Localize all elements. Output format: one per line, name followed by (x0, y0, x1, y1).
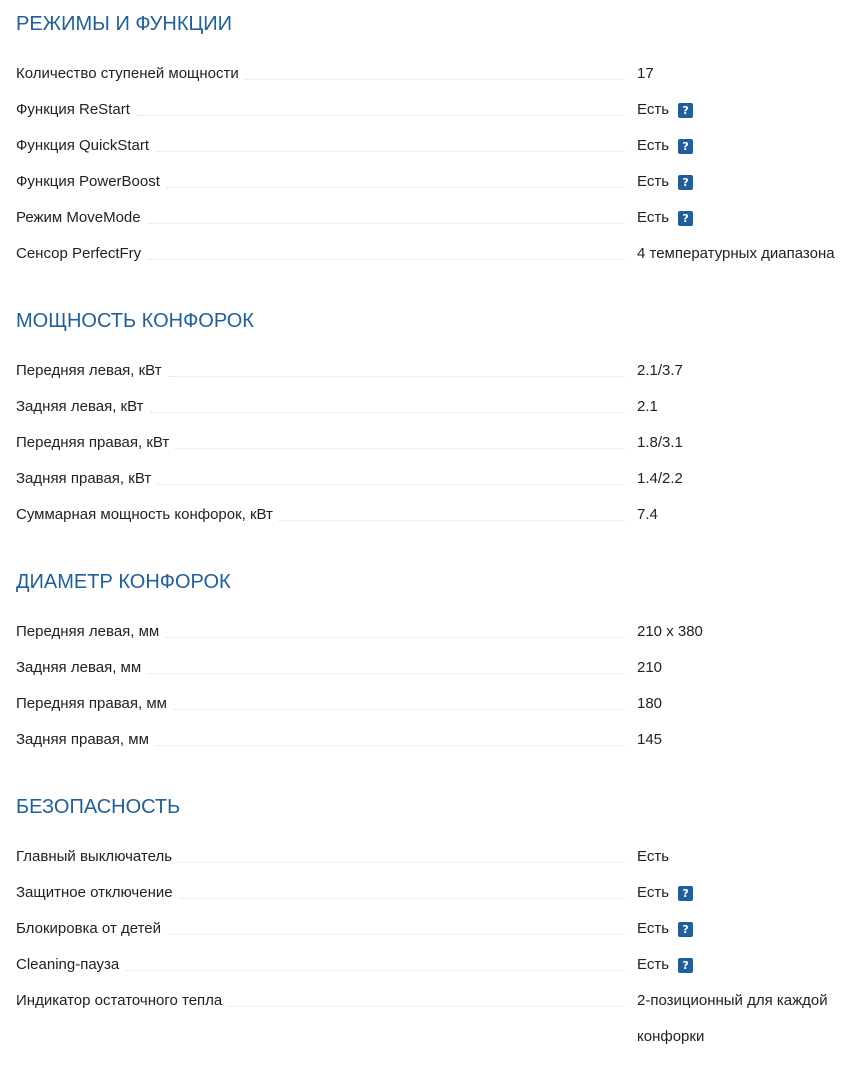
spec-value: Есть (637, 101, 670, 118)
spec-name: Передняя левая, мм (16, 623, 165, 641)
dotted-leader (147, 209, 626, 224)
dotted-leader (279, 506, 626, 521)
spec-value: 210 х 380 (637, 623, 703, 640)
spec-value: 7.4 (637, 506, 658, 523)
spec-name: Защитное отключение (16, 884, 179, 902)
spec-name: Сенсор PerfectFry (16, 245, 147, 263)
spec-value: 210 (637, 659, 663, 676)
spec-name: Функция ReStart (16, 101, 136, 119)
spec-value: 2.1 (637, 398, 658, 415)
dotted-leader (136, 101, 626, 116)
dotted-leader (147, 659, 626, 674)
section-title: МОЩНОСТЬ КОНФОРОК (16, 310, 254, 332)
spec-value: 4 температурных диапазона (637, 245, 835, 262)
spec-row (0, 992, 851, 1064)
section-title: ДИАМЕТР КОНФОРОК (16, 571, 231, 593)
dotted-leader (173, 695, 626, 710)
spec-name: Передняя левая, кВт (16, 362, 168, 380)
spec-value: Есть (637, 209, 670, 226)
section-title: БЕЗОПАСНОСТЬ (16, 796, 181, 818)
spec-name: Режим MoveMode (16, 209, 147, 227)
dotted-leader (155, 137, 626, 152)
spec-value: 1.4/2.2 (637, 470, 683, 487)
spec-name: Главный выключатель (16, 848, 178, 866)
spec-value: 17 (637, 65, 654, 82)
spec-name: Задняя левая, кВт (16, 398, 150, 416)
spec-name: Количество ступеней мощности (16, 65, 245, 83)
dotted-leader (168, 362, 626, 377)
section-title: РЕЖИМЫ И ФУНКЦИИ (16, 13, 233, 35)
spec-value: 2.1/3.7 (637, 362, 683, 379)
dotted-leader (245, 65, 626, 80)
spec-name: Индикатор остаточного тепла (16, 992, 228, 1010)
spec-name: Функция QuickStart (16, 137, 155, 155)
help-icon[interactable]: ? (678, 211, 693, 226)
spec-value: Есть (637, 956, 670, 973)
spec-value: Есть (637, 137, 670, 154)
dotted-leader (165, 623, 626, 638)
dotted-leader (147, 245, 626, 260)
spec-name: Передняя правая, кВт (16, 434, 175, 452)
spec-name: Задняя правая, мм (16, 731, 155, 749)
dotted-leader (157, 470, 626, 485)
help-icon[interactable]: ? (678, 139, 693, 154)
spec-value: Есть (637, 173, 670, 190)
spec-value: 180 (637, 695, 663, 712)
help-icon[interactable]: ? (678, 958, 693, 973)
spec-value: 2-позиционный для каждой конфорки (637, 992, 828, 1045)
spec-value: 145 (637, 731, 663, 748)
spec-name: Задняя правая, кВт (16, 470, 157, 488)
dotted-leader (178, 848, 626, 863)
spec-name: Суммарная мощность конфорок, кВт (16, 506, 279, 524)
dotted-leader (125, 956, 626, 971)
spec-name: Блокировка от детей (16, 920, 167, 938)
spec-name: Передняя правая, мм (16, 695, 173, 713)
dotted-leader (167, 920, 626, 935)
spec-row (0, 731, 851, 767)
spec-name: Cleaning-пауза (16, 956, 125, 974)
spec-row (0, 245, 851, 281)
spec-value: 1.8/3.1 (637, 434, 683, 451)
dotted-leader (150, 398, 627, 413)
spec-value: Есть (637, 920, 670, 937)
spec-name: Задняя левая, мм (16, 659, 147, 677)
spec-value: Есть (637, 848, 670, 865)
help-icon[interactable]: ? (678, 922, 693, 937)
help-icon[interactable]: ? (678, 175, 693, 190)
dotted-leader (228, 992, 626, 1007)
spec-name: Функция PowerBoost (16, 173, 166, 191)
spec-value: Есть (637, 884, 670, 901)
dotted-leader (166, 173, 626, 188)
help-icon[interactable]: ? (678, 103, 693, 118)
dotted-leader (179, 884, 626, 899)
dotted-leader (175, 434, 626, 449)
help-icon[interactable]: ? (678, 886, 693, 901)
dotted-leader (155, 731, 626, 746)
spec-row (0, 506, 851, 542)
